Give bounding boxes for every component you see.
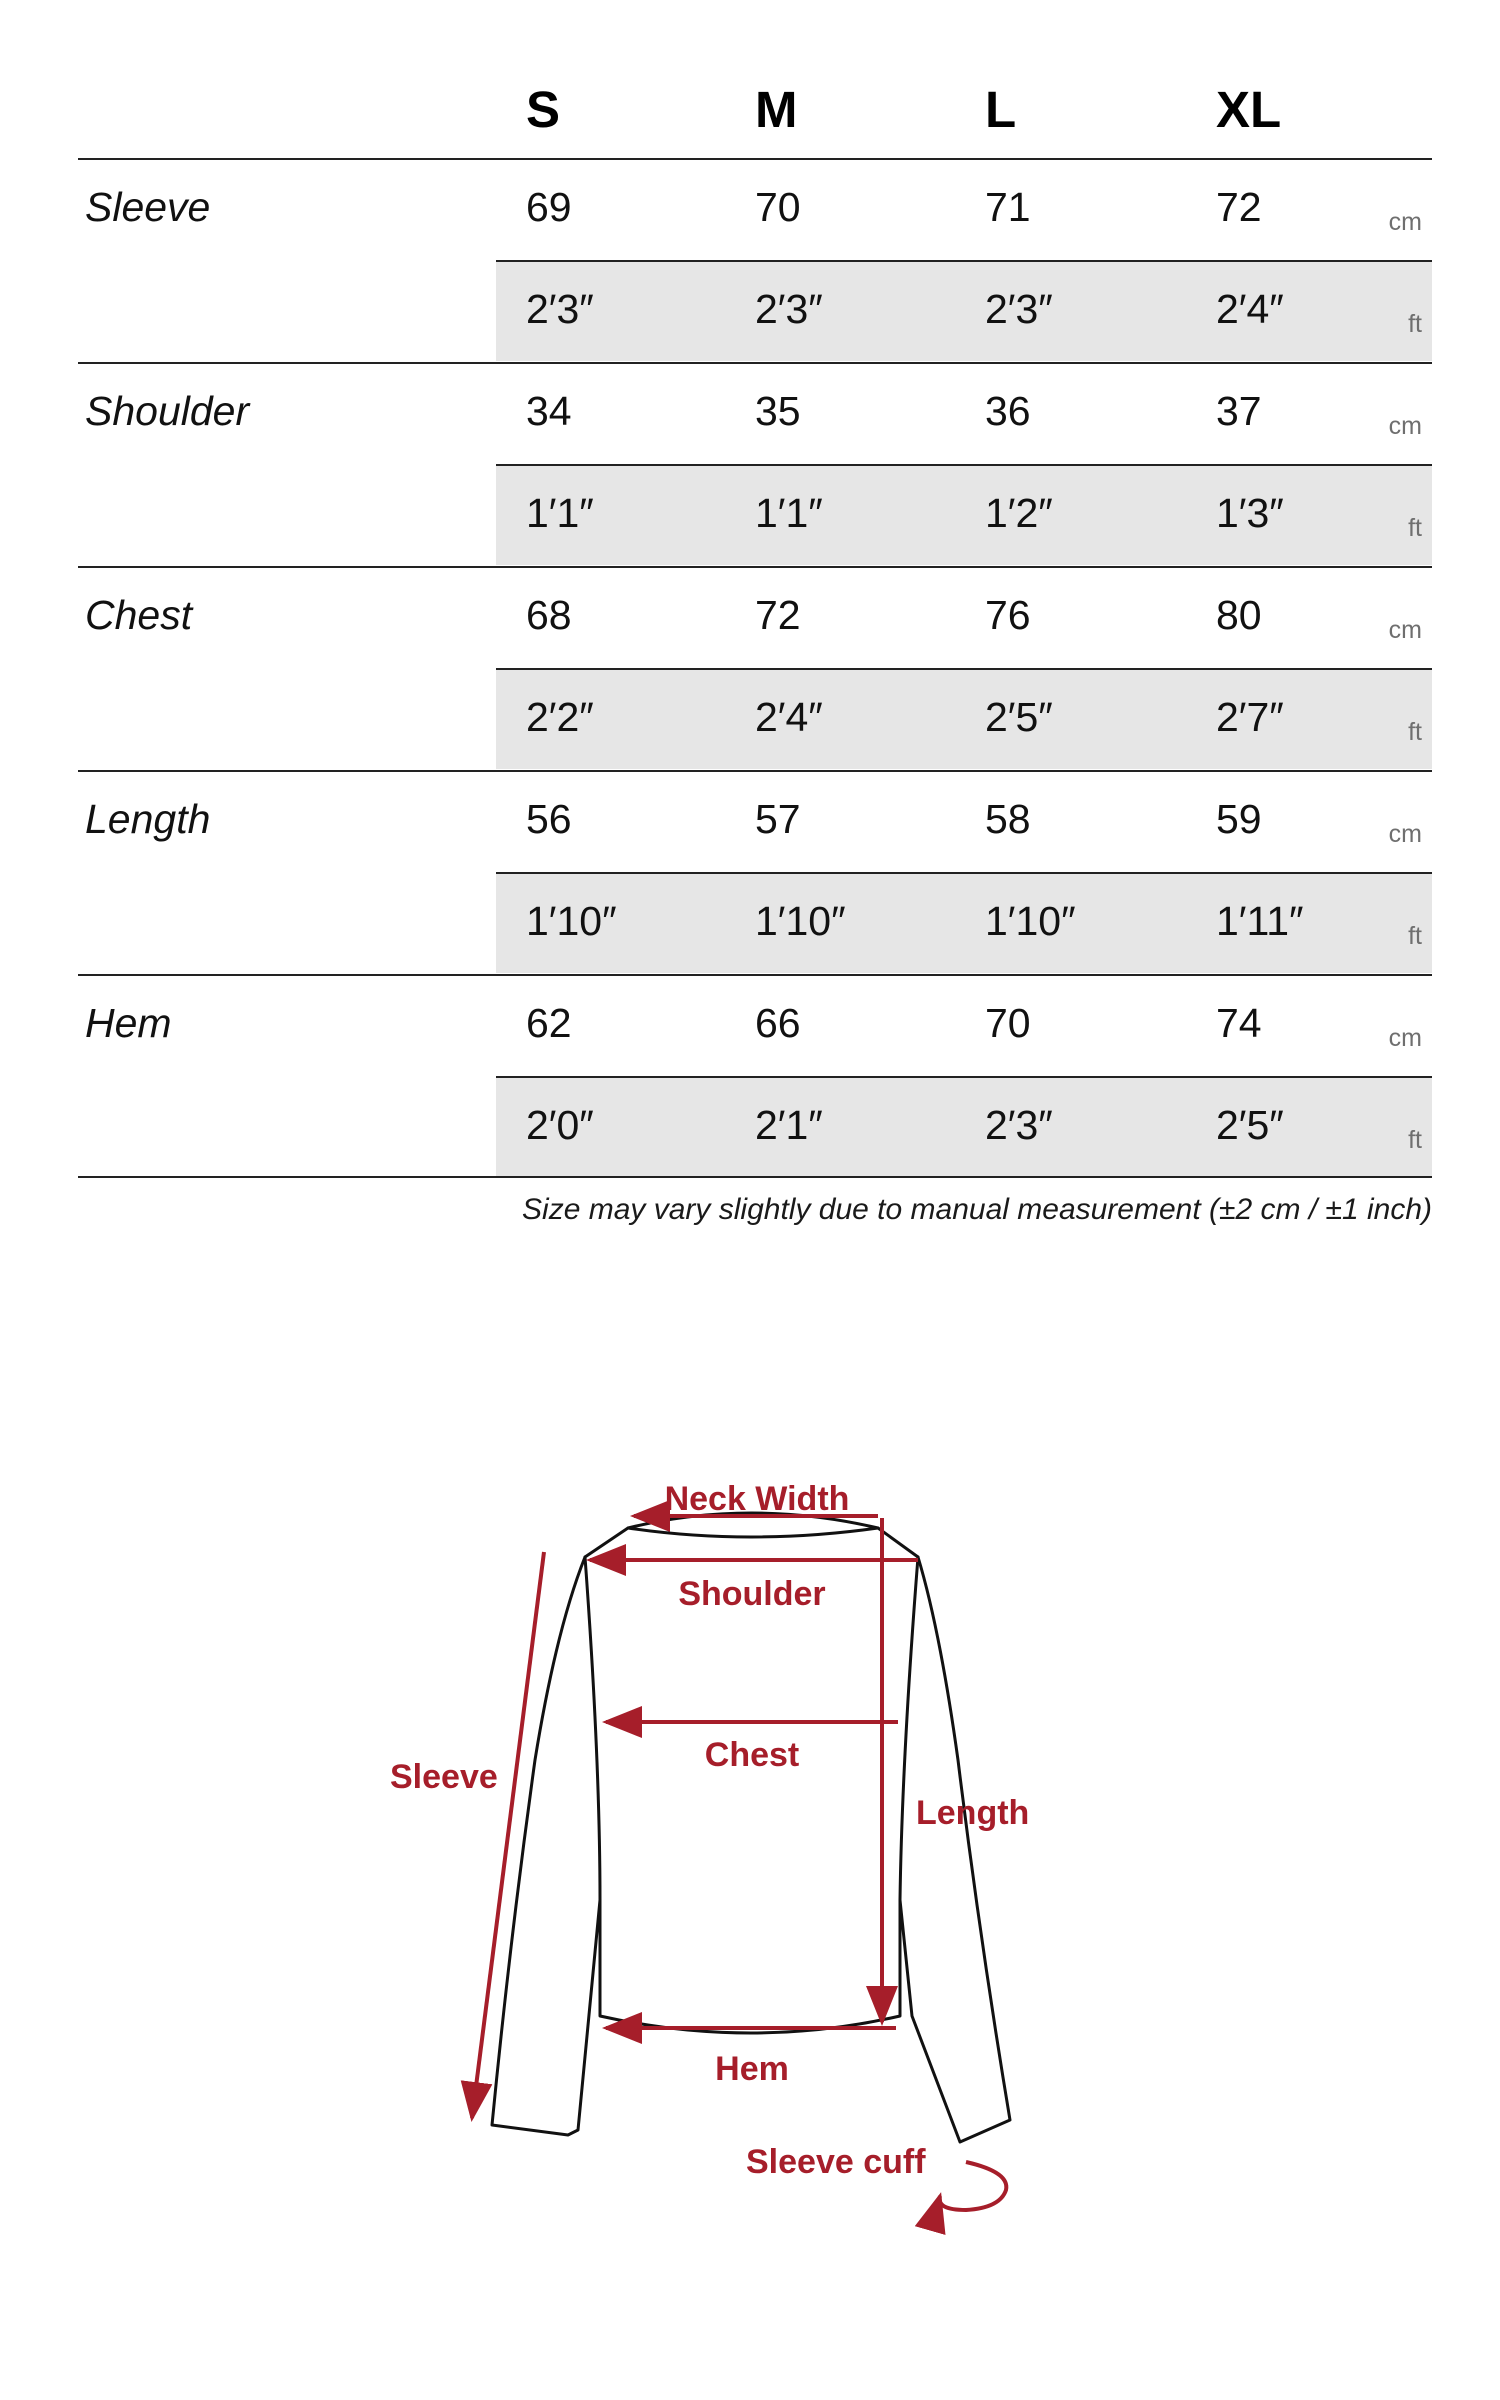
row-label-length: Length bbox=[85, 796, 211, 842]
left-armhole-seam bbox=[585, 1557, 600, 1900]
cell-hem-ft-xl: 2′5″ bbox=[1216, 1102, 1284, 1148]
unit-label-cm: cm bbox=[1388, 412, 1422, 440]
row-label-shoulder: Shoulder bbox=[85, 388, 250, 434]
cell-shoulder-cm-s: 34 bbox=[526, 388, 572, 434]
sleeve-label: Sleeve bbox=[390, 1758, 498, 1796]
garment-measurement-diagram bbox=[0, 1400, 1500, 2240]
group-divider bbox=[78, 362, 1432, 364]
row-divider bbox=[496, 872, 1432, 874]
unit-label-cm: cm bbox=[1388, 1024, 1422, 1052]
size-header-m: M bbox=[755, 81, 798, 138]
cell-sleeve-ft-l: 2′3″ bbox=[985, 286, 1053, 332]
cell-shoulder-ft-l: 1′2″ bbox=[985, 490, 1053, 536]
row-divider bbox=[496, 1076, 1432, 1078]
sweater-neckline bbox=[628, 1528, 878, 1537]
cell-shoulder-ft-s: 1′1″ bbox=[526, 490, 594, 536]
row-divider bbox=[496, 260, 1432, 262]
cell-shoulder-cm-xl: 37 bbox=[1216, 388, 1262, 434]
cell-chest-ft-s: 2′2″ bbox=[526, 694, 594, 740]
length-label: Length bbox=[916, 1794, 1030, 1832]
cell-sleeve-cm-l: 71 bbox=[985, 184, 1031, 230]
cell-shoulder-ft-m: 1′1″ bbox=[755, 490, 823, 536]
size-chart-table bbox=[78, 0, 1432, 1226]
size-header-l: L bbox=[985, 81, 1017, 138]
group-divider bbox=[78, 770, 1432, 772]
row-band bbox=[496, 261, 1432, 361]
cell-length-cm-s: 56 bbox=[526, 796, 572, 842]
cell-hem-cm-l: 70 bbox=[985, 1000, 1031, 1046]
unit-label-ft: ft bbox=[1408, 310, 1422, 338]
measurement-disclaimer: Size may vary slightly due to manual measurement (±2 cm / ±1 inch) bbox=[522, 1193, 1432, 1226]
cell-length-ft-xl: 1′11″ bbox=[1216, 898, 1304, 944]
cell-chest-cm-s: 68 bbox=[526, 592, 572, 638]
row-label-sleeve: Sleeve bbox=[85, 184, 211, 230]
cell-chest-cm-m: 72 bbox=[755, 592, 801, 638]
size-header-xl: XL bbox=[1216, 81, 1282, 138]
cell-shoulder-cm-l: 36 bbox=[985, 388, 1031, 434]
group-divider bbox=[78, 974, 1432, 976]
unit-label-ft: ft bbox=[1408, 1126, 1422, 1154]
right-armhole-seam bbox=[900, 1557, 918, 1900]
chest-label: Chest bbox=[704, 1736, 800, 1774]
cell-hem-ft-m: 2′1″ bbox=[755, 1102, 823, 1148]
size-header-s: S bbox=[526, 81, 561, 138]
row-divider bbox=[496, 668, 1432, 670]
unit-label-ft: ft bbox=[1408, 514, 1422, 542]
measurement-lines bbox=[472, 1516, 1006, 2210]
cell-chest-ft-m: 2′4″ bbox=[755, 694, 823, 740]
table-top-rule bbox=[78, 158, 1432, 160]
cell-hem-ft-s: 2′0″ bbox=[526, 1102, 594, 1148]
cell-hem-cm-s: 62 bbox=[526, 1000, 572, 1046]
sleeve-cuff-rotate-icon bbox=[940, 2162, 1007, 2210]
cell-length-cm-m: 57 bbox=[755, 796, 801, 842]
unit-label-cm: cm bbox=[1388, 820, 1422, 848]
row-divider bbox=[496, 464, 1432, 466]
group-divider bbox=[78, 566, 1432, 568]
unit-label-ft: ft bbox=[1408, 922, 1422, 950]
cell-hem-cm-xl: 74 bbox=[1216, 1000, 1262, 1046]
sleeve-cuff-label: Sleeve cuff bbox=[746, 2143, 926, 2181]
cell-length-cm-l: 58 bbox=[985, 796, 1031, 842]
cell-hem-ft-l: 2′3″ bbox=[985, 1102, 1053, 1148]
row-band bbox=[496, 1077, 1432, 1177]
cell-sleeve-cm-s: 69 bbox=[526, 184, 572, 230]
cell-hem-cm-m: 66 bbox=[755, 1000, 801, 1046]
table-bottom-rule bbox=[78, 1176, 1432, 1178]
cell-sleeve-ft-xl: 2′4″ bbox=[1216, 286, 1284, 332]
cell-shoulder-cm-m: 35 bbox=[755, 388, 801, 434]
row-band bbox=[496, 669, 1432, 769]
row-label-hem: Hem bbox=[85, 1000, 172, 1046]
cell-sleeve-ft-m: 2′3″ bbox=[755, 286, 823, 332]
sleeve-arrow bbox=[472, 1552, 544, 2118]
cell-chest-ft-l: 2′5″ bbox=[985, 694, 1053, 740]
cell-length-ft-m: 1′10″ bbox=[755, 898, 846, 944]
cell-shoulder-ft-xl: 1′3″ bbox=[1216, 490, 1284, 536]
cell-sleeve-cm-m: 70 bbox=[755, 184, 801, 230]
unit-label-cm: cm bbox=[1388, 616, 1422, 644]
cell-chest-ft-xl: 2′7″ bbox=[1216, 694, 1284, 740]
unit-label-cm: cm bbox=[1388, 208, 1422, 236]
shoulder-label: Shoulder bbox=[678, 1575, 826, 1613]
cell-sleeve-ft-s: 2′3″ bbox=[526, 286, 594, 332]
cell-chest-cm-l: 76 bbox=[985, 592, 1031, 638]
neck-width-label: Neck Width bbox=[664, 1480, 850, 1518]
unit-label-ft: ft bbox=[1408, 718, 1422, 746]
cell-length-ft-l: 1′10″ bbox=[985, 898, 1076, 944]
row-label-chest: Chest bbox=[85, 592, 193, 638]
row-band bbox=[496, 465, 1432, 565]
cell-sleeve-cm-xl: 72 bbox=[1216, 184, 1262, 230]
cell-length-ft-s: 1′10″ bbox=[526, 898, 617, 944]
hem-label: Hem bbox=[715, 2050, 789, 2088]
cell-chest-cm-xl: 80 bbox=[1216, 592, 1262, 638]
cell-length-cm-xl: 59 bbox=[1216, 796, 1262, 842]
